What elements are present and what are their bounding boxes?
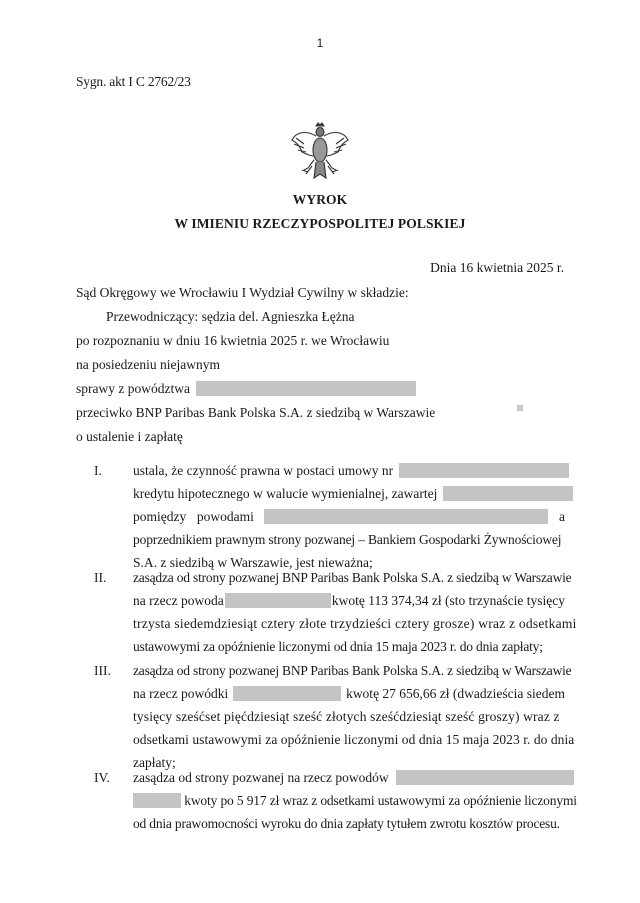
claimant-line — [76, 381, 416, 397]
redacted-contract-number — [399, 463, 569, 478]
judgment-date: Dnia 16 kwietnia 2025 r. — [430, 260, 564, 275]
item-line: tysięcy sześćset pięćdziesiąt sześć złotych sześćdziesiąt sześć groszy) wraz z — [133, 709, 560, 724]
claimant-prefix: sprawy z powództwa — [76, 381, 190, 396]
item-line: od dnia prawomocności wyroku do dnia zapłaty tytułem zwrotu kosztów procesu. — [133, 816, 560, 831]
item-line: pomiędzy powodami a — [133, 509, 565, 524]
redacted-claimant-1 — [225, 593, 331, 608]
polish-eagle-emblem-icon — [288, 122, 352, 182]
case-subject: o ustalenie i zapłatę — [76, 429, 183, 444]
item-line: kwoty po 5 917 zł wraz z odsetkami ustawowymi za opóźnienie liczonymi — [133, 793, 565, 809]
item-line: na rzecz powódki kwotę 27 656,66 zł (dwadzieścia siedem — [133, 686, 565, 701]
item-line: ustawowymi za opóźnienie liczonymi od dnia 15 maja 2023 r. do dnia zapłaty; — [133, 639, 543, 654]
court-composition: Sąd Okręgowy we Wrocławiu I Wydział Cywilny w składzie: — [76, 285, 409, 300]
redacted-claimants-names — [396, 770, 574, 785]
item-numeral: II. — [94, 570, 107, 585]
item-line: ustala, że czynność prawna w postaci umowy nr — [133, 463, 565, 479]
presiding-judge: Przewodniczący: sędzia del. Agnieszka Łężna — [106, 309, 355, 324]
item-numeral: III. — [94, 663, 111, 678]
redaction-mark — [517, 405, 523, 411]
document-title: WYROK — [292, 192, 348, 207]
item-line: trzysta siedemdziesiąt cztery złote trzydzieści cztery grosze) wraz z odsetkami — [133, 616, 577, 631]
redacted-claimants — [264, 509, 548, 524]
item-line: zapłaty; — [133, 755, 176, 770]
item-line: poprzednikiem prawnym strony pozwanej – Bankiem Gospodarki Żywnościowej — [133, 532, 562, 547]
item-line: zasądza od strony pozwanej BNP Paribas Bank Polska S.A. z siedzibą w Warszawie — [133, 663, 572, 678]
redacted-claimants-names-cont — [133, 793, 181, 808]
redacted-contract-date — [443, 486, 573, 501]
item-line: kredytu hipotecznego w walucie wymienialnej, zawartej — [133, 486, 565, 502]
hearing-info: po rozpoznaniu w dniu 16 kwietnia 2025 r. we Wrocławiu — [76, 333, 390, 348]
item-line: zasądza od strony pozwanej BNP Paribas Bank Polska S.A. z siedzibą w Warszawie — [133, 570, 572, 585]
item-line: S.A. z siedzibą w Warszawie, jest nieważna; — [133, 555, 373, 570]
redacted-claimant — [196, 381, 416, 396]
item-line: zasądza od strony pozwanej na rzecz powodów — [133, 770, 565, 786]
redacted-claimant-2 — [233, 686, 341, 701]
case-signature: Sygn. akt I C 2762/23 — [76, 74, 191, 89]
item-line: na rzecz powoda kwotę 113 374,34 zł (sto trzynaście tysięcy — [133, 593, 565, 608]
document-subtitle: W IMIENIU RZECZYPOSPOLITEJ POLSKIEJ — [174, 216, 466, 231]
session-type: na posiedzeniu niejawnym — [76, 357, 220, 372]
defendant-line: przeciwko BNP Paribas Bank Polska S.A. z siedzibą w Warszawie — [76, 405, 436, 420]
item-numeral: IV. — [94, 770, 110, 785]
item-numeral: I. — [94, 463, 102, 478]
item-line: odsetkami ustawowymi za opóźnienie liczonymi od dnia 15 maja 2023 r. do dnia — [133, 732, 575, 747]
page-number: 1 — [316, 36, 324, 50]
